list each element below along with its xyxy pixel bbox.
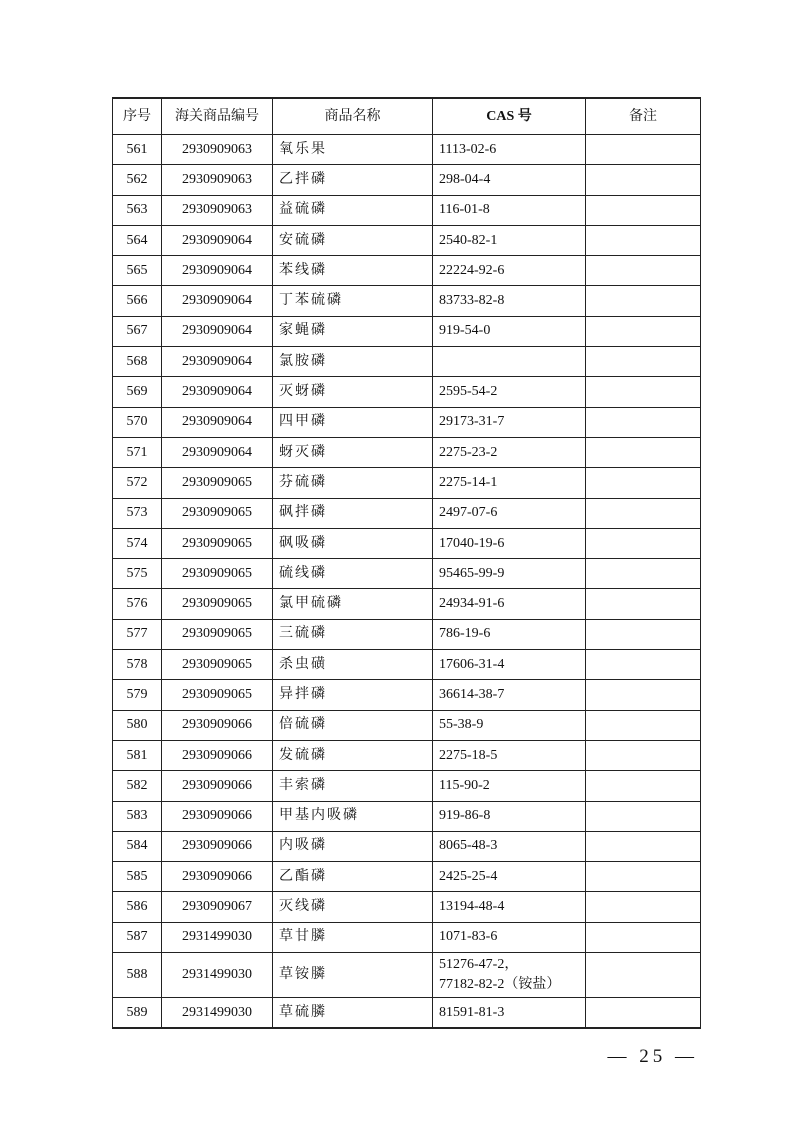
cas-number-line: 115-90-2	[439, 777, 490, 793]
customs-code-cell: 2930909064	[162, 316, 273, 346]
cas-number-line: 24934-91-6	[439, 596, 505, 612]
remarks-cell	[586, 831, 701, 861]
product-name-cell: 安硫磷	[273, 225, 433, 255]
customs-code-cell: 2930909064	[162, 347, 273, 377]
product-name-cell: 丰索磷	[273, 771, 433, 801]
customs-code-cell: 2930909063	[162, 165, 273, 195]
serial-no-cell: 565	[113, 256, 162, 286]
remarks-cell	[586, 316, 701, 346]
customs-code-cell: 2931499030	[162, 953, 273, 998]
cas-number-cell	[433, 710, 586, 740]
customs-code-cell: 2930909065	[162, 559, 273, 589]
cas-number-line: 95465-99-9	[439, 565, 505, 581]
table-row	[113, 998, 701, 1029]
serial-no-cell: 587	[113, 922, 162, 952]
remarks-cell	[586, 135, 701, 165]
header-customs-code: 海关商品编号	[162, 98, 273, 135]
remarks-cell	[586, 407, 701, 437]
header-product-name: 商品名称	[273, 98, 433, 135]
serial-no-cell: 562	[113, 165, 162, 195]
cas-number-cell	[433, 892, 586, 922]
product-name-cell: 益硫磷	[273, 195, 433, 225]
table-row	[113, 710, 701, 740]
product-name-cell: 苯线磷	[273, 256, 433, 286]
cas-number-cell	[433, 998, 586, 1029]
product-name-cell: 杀虫磺	[273, 650, 433, 680]
cas-number-cell	[433, 256, 586, 286]
remarks-cell	[586, 801, 701, 831]
customs-code-cell: 2930909063	[162, 195, 273, 225]
serial-no-cell: 579	[113, 680, 162, 710]
serial-no-cell: 571	[113, 437, 162, 467]
cas-number-line: 919-86-8	[439, 808, 491, 824]
product-name-cell: 砜吸磷	[273, 528, 433, 558]
serial-no-cell: 567	[113, 316, 162, 346]
serial-no-cell: 574	[113, 528, 162, 558]
product-name-cell: 灭蚜磷	[273, 377, 433, 407]
product-name-cell: 内吸磷	[273, 831, 433, 861]
table-row	[113, 225, 701, 255]
customs-code-cell: 2930909066	[162, 710, 273, 740]
remarks-cell	[586, 650, 701, 680]
serial-no-cell: 586	[113, 892, 162, 922]
customs-code-cell: 2930909066	[162, 771, 273, 801]
product-name-cell: 灭线磷	[273, 892, 433, 922]
cas-number-cell	[433, 589, 586, 619]
remarks-cell	[586, 468, 701, 498]
table-row	[113, 589, 701, 619]
cas-number-cell	[433, 377, 586, 407]
customs-code-cell: 2930909065	[162, 468, 273, 498]
page-number: — 25 —	[607, 1046, 698, 1067]
customs-code-cell: 2930909065	[162, 619, 273, 649]
header-cas-no: CAS 号	[433, 98, 586, 135]
cas-number-line: 81591-81-3	[439, 1004, 505, 1020]
product-name-cell: 草硫膦	[273, 998, 433, 1029]
cas-number-line: 17040-19-6	[439, 535, 505, 551]
product-name-cell: 发硫磷	[273, 740, 433, 770]
serial-no-cell: 572	[113, 468, 162, 498]
table-row	[113, 407, 701, 437]
cas-number-cell	[433, 740, 586, 770]
remarks-cell	[586, 347, 701, 377]
customs-code-cell: 2930909066	[162, 862, 273, 892]
serial-no-cell: 585	[113, 862, 162, 892]
customs-code-cell: 2930909066	[162, 740, 273, 770]
table-row	[113, 680, 701, 710]
cas-number-line: 298-04-4	[439, 171, 491, 187]
table-row	[113, 347, 701, 377]
serial-no-cell: 582	[113, 771, 162, 801]
serial-no-cell: 584	[113, 831, 162, 861]
product-name-cell: 芬硫磷	[273, 468, 433, 498]
cas-number-line: 55-38-9	[439, 717, 484, 733]
serial-no-cell: 577	[113, 619, 162, 649]
remarks-cell	[586, 680, 701, 710]
serial-no-cell: 589	[113, 998, 162, 1029]
cas-number-line: 2425-25-4	[439, 868, 498, 884]
remarks-cell	[586, 922, 701, 952]
table-row	[113, 377, 701, 407]
serial-no-cell: 568	[113, 347, 162, 377]
cas-number-line: 29173-31-7	[439, 414, 505, 430]
customs-code-cell: 2930909065	[162, 680, 273, 710]
table-row	[113, 892, 701, 922]
cas-number-cell	[433, 165, 586, 195]
remarks-cell	[586, 437, 701, 467]
table-row	[113, 862, 701, 892]
cas-number-cell	[433, 650, 586, 680]
serial-no-cell: 563	[113, 195, 162, 225]
table-row	[113, 559, 701, 589]
cas-number-line: 8065-48-3	[439, 838, 498, 854]
customs-code-cell: 2930909064	[162, 256, 273, 286]
remarks-cell	[586, 377, 701, 407]
cas-number-cell	[433, 771, 586, 801]
table-row	[113, 316, 701, 346]
remarks-cell	[586, 998, 701, 1029]
serial-no-cell: 578	[113, 650, 162, 680]
customs-code-cell: 2930909064	[162, 377, 273, 407]
cas-number-cell	[433, 135, 586, 165]
product-name-cell: 草铵膦	[273, 953, 433, 998]
product-name-cell: 倍硫磷	[273, 710, 433, 740]
table-row	[113, 195, 701, 225]
remarks-cell	[586, 528, 701, 558]
header-serial-no: 序号	[113, 98, 162, 135]
cas-number-cell	[433, 225, 586, 255]
cas-number-line: 2540-82-1	[439, 232, 498, 248]
cas-number-line: 51276-47-2，	[439, 957, 519, 973]
table-row	[113, 437, 701, 467]
cas-number-line: 2275-14-1	[439, 474, 498, 490]
remarks-cell	[586, 498, 701, 528]
serial-no-cell: 575	[113, 559, 162, 589]
cas-number-line: 13194-48-4	[439, 899, 505, 915]
table-row	[113, 286, 701, 316]
header-remarks: 备注	[586, 98, 701, 135]
cas-number-line: 116-01-8	[439, 202, 490, 218]
cas-number-cell	[433, 680, 586, 710]
customs-code-cell: 2930909064	[162, 437, 273, 467]
table-row	[113, 650, 701, 680]
cas-number-line: 36614-38-7	[439, 686, 505, 702]
cas-number-cell	[433, 528, 586, 558]
table-row	[113, 619, 701, 649]
serial-no-cell: 564	[113, 225, 162, 255]
table-row	[113, 922, 701, 952]
product-name-cell: 氧乐果	[273, 135, 433, 165]
cas-number-cell	[433, 559, 586, 589]
remarks-cell	[586, 256, 701, 286]
customs-code-cell: 2931499030	[162, 998, 273, 1029]
cas-number-line: 2275-23-2	[439, 444, 498, 460]
customs-code-cell: 2930909064	[162, 407, 273, 437]
cas-number-cell	[433, 953, 586, 998]
table-header-row	[113, 98, 701, 135]
product-name-cell: 三硫磷	[273, 619, 433, 649]
remarks-cell	[586, 892, 701, 922]
product-name-cell: 丁苯硫磷	[273, 286, 433, 316]
serial-no-cell: 576	[113, 589, 162, 619]
customs-code-cell: 2930909063	[162, 135, 273, 165]
product-name-cell: 氯胺磷	[273, 347, 433, 377]
customs-code-cell: 2930909066	[162, 801, 273, 831]
remarks-cell	[586, 619, 701, 649]
cas-number-line: 2275-18-5	[439, 747, 498, 763]
remarks-cell	[586, 740, 701, 770]
table-row	[113, 135, 701, 165]
product-name-cell: 乙拌磷	[273, 165, 433, 195]
cas-number-cell	[433, 407, 586, 437]
cas-number-line: 919-54-0	[439, 323, 491, 339]
cas-number-cell	[433, 922, 586, 952]
product-name-cell: 蚜灭磷	[273, 437, 433, 467]
cas-number-line: 1113-02-6	[439, 141, 497, 157]
serial-no-cell: 566	[113, 286, 162, 316]
product-name-cell: 家蝇磷	[273, 316, 433, 346]
cas-number-cell	[433, 195, 586, 225]
chemical-catalog-table	[112, 97, 701, 1029]
customs-code-cell: 2930909066	[162, 831, 273, 861]
cas-number-line: 2497-07-6	[439, 505, 498, 521]
cas-number-line: 2595-54-2	[439, 384, 498, 400]
product-name-cell: 异拌磷	[273, 680, 433, 710]
remarks-cell	[586, 953, 701, 998]
cas-number-line: 1071-83-6	[439, 929, 498, 945]
cas-number-line: 83733-82-8	[439, 293, 505, 309]
serial-no-cell: 570	[113, 407, 162, 437]
remarks-cell	[586, 195, 701, 225]
table-body	[113, 135, 701, 1029]
cas-number-cell	[433, 316, 586, 346]
serial-no-cell: 580	[113, 710, 162, 740]
product-name-cell: 砜拌磷	[273, 498, 433, 528]
customs-code-cell: 2930909065	[162, 589, 273, 619]
product-name-cell: 乙酯磷	[273, 862, 433, 892]
customs-code-cell: 2930909067	[162, 892, 273, 922]
serial-no-cell: 581	[113, 740, 162, 770]
table-row	[113, 771, 701, 801]
remarks-cell	[586, 710, 701, 740]
cas-number-cell	[433, 468, 586, 498]
remarks-cell	[586, 771, 701, 801]
product-name-cell: 草甘膦	[273, 922, 433, 952]
cas-number-line: 786-19-6	[439, 626, 491, 642]
product-name-cell: 甲基内吸磷	[273, 801, 433, 831]
table-row	[113, 801, 701, 831]
serial-no-cell: 569	[113, 377, 162, 407]
table-row	[113, 953, 701, 998]
cas-number-cell	[433, 619, 586, 649]
remarks-cell	[586, 165, 701, 195]
serial-no-cell: 583	[113, 801, 162, 831]
serial-no-cell: 561	[113, 135, 162, 165]
product-name-cell: 硫线磷	[273, 559, 433, 589]
cas-number-cell	[433, 801, 586, 831]
customs-code-cell: 2930909064	[162, 286, 273, 316]
remarks-cell	[586, 286, 701, 316]
cas-number-cell	[433, 862, 586, 892]
table-row	[113, 468, 701, 498]
cas-number-line: 77182-82-2（铵盐）	[439, 977, 561, 993]
remarks-cell	[586, 225, 701, 255]
serial-no-cell: 573	[113, 498, 162, 528]
product-name-cell: 氯甲硫磷	[273, 589, 433, 619]
product-name-cell: 四甲磷	[273, 407, 433, 437]
remarks-cell	[586, 559, 701, 589]
customs-code-cell: 2931499030	[162, 922, 273, 952]
cas-number-cell	[433, 437, 586, 467]
remarks-cell	[586, 862, 701, 892]
cas-number-line: 17606-31-4	[439, 656, 505, 672]
cas-number-line: 22224-92-6	[439, 262, 505, 278]
customs-code-cell: 2930909065	[162, 498, 273, 528]
cas-number-cell	[433, 831, 586, 861]
customs-code-cell: 2930909065	[162, 528, 273, 558]
remarks-cell	[586, 589, 701, 619]
customs-code-cell: 2930909065	[162, 650, 273, 680]
table-row	[113, 831, 701, 861]
serial-no-cell: 588	[113, 953, 162, 998]
table-row	[113, 528, 701, 558]
cas-number-cell	[433, 286, 586, 316]
table-row	[113, 256, 701, 286]
table-row	[113, 165, 701, 195]
cas-number-cell	[433, 347, 586, 377]
customs-code-cell: 2930909064	[162, 225, 273, 255]
table-row	[113, 498, 701, 528]
cas-number-cell	[433, 498, 586, 528]
table-row	[113, 740, 701, 770]
